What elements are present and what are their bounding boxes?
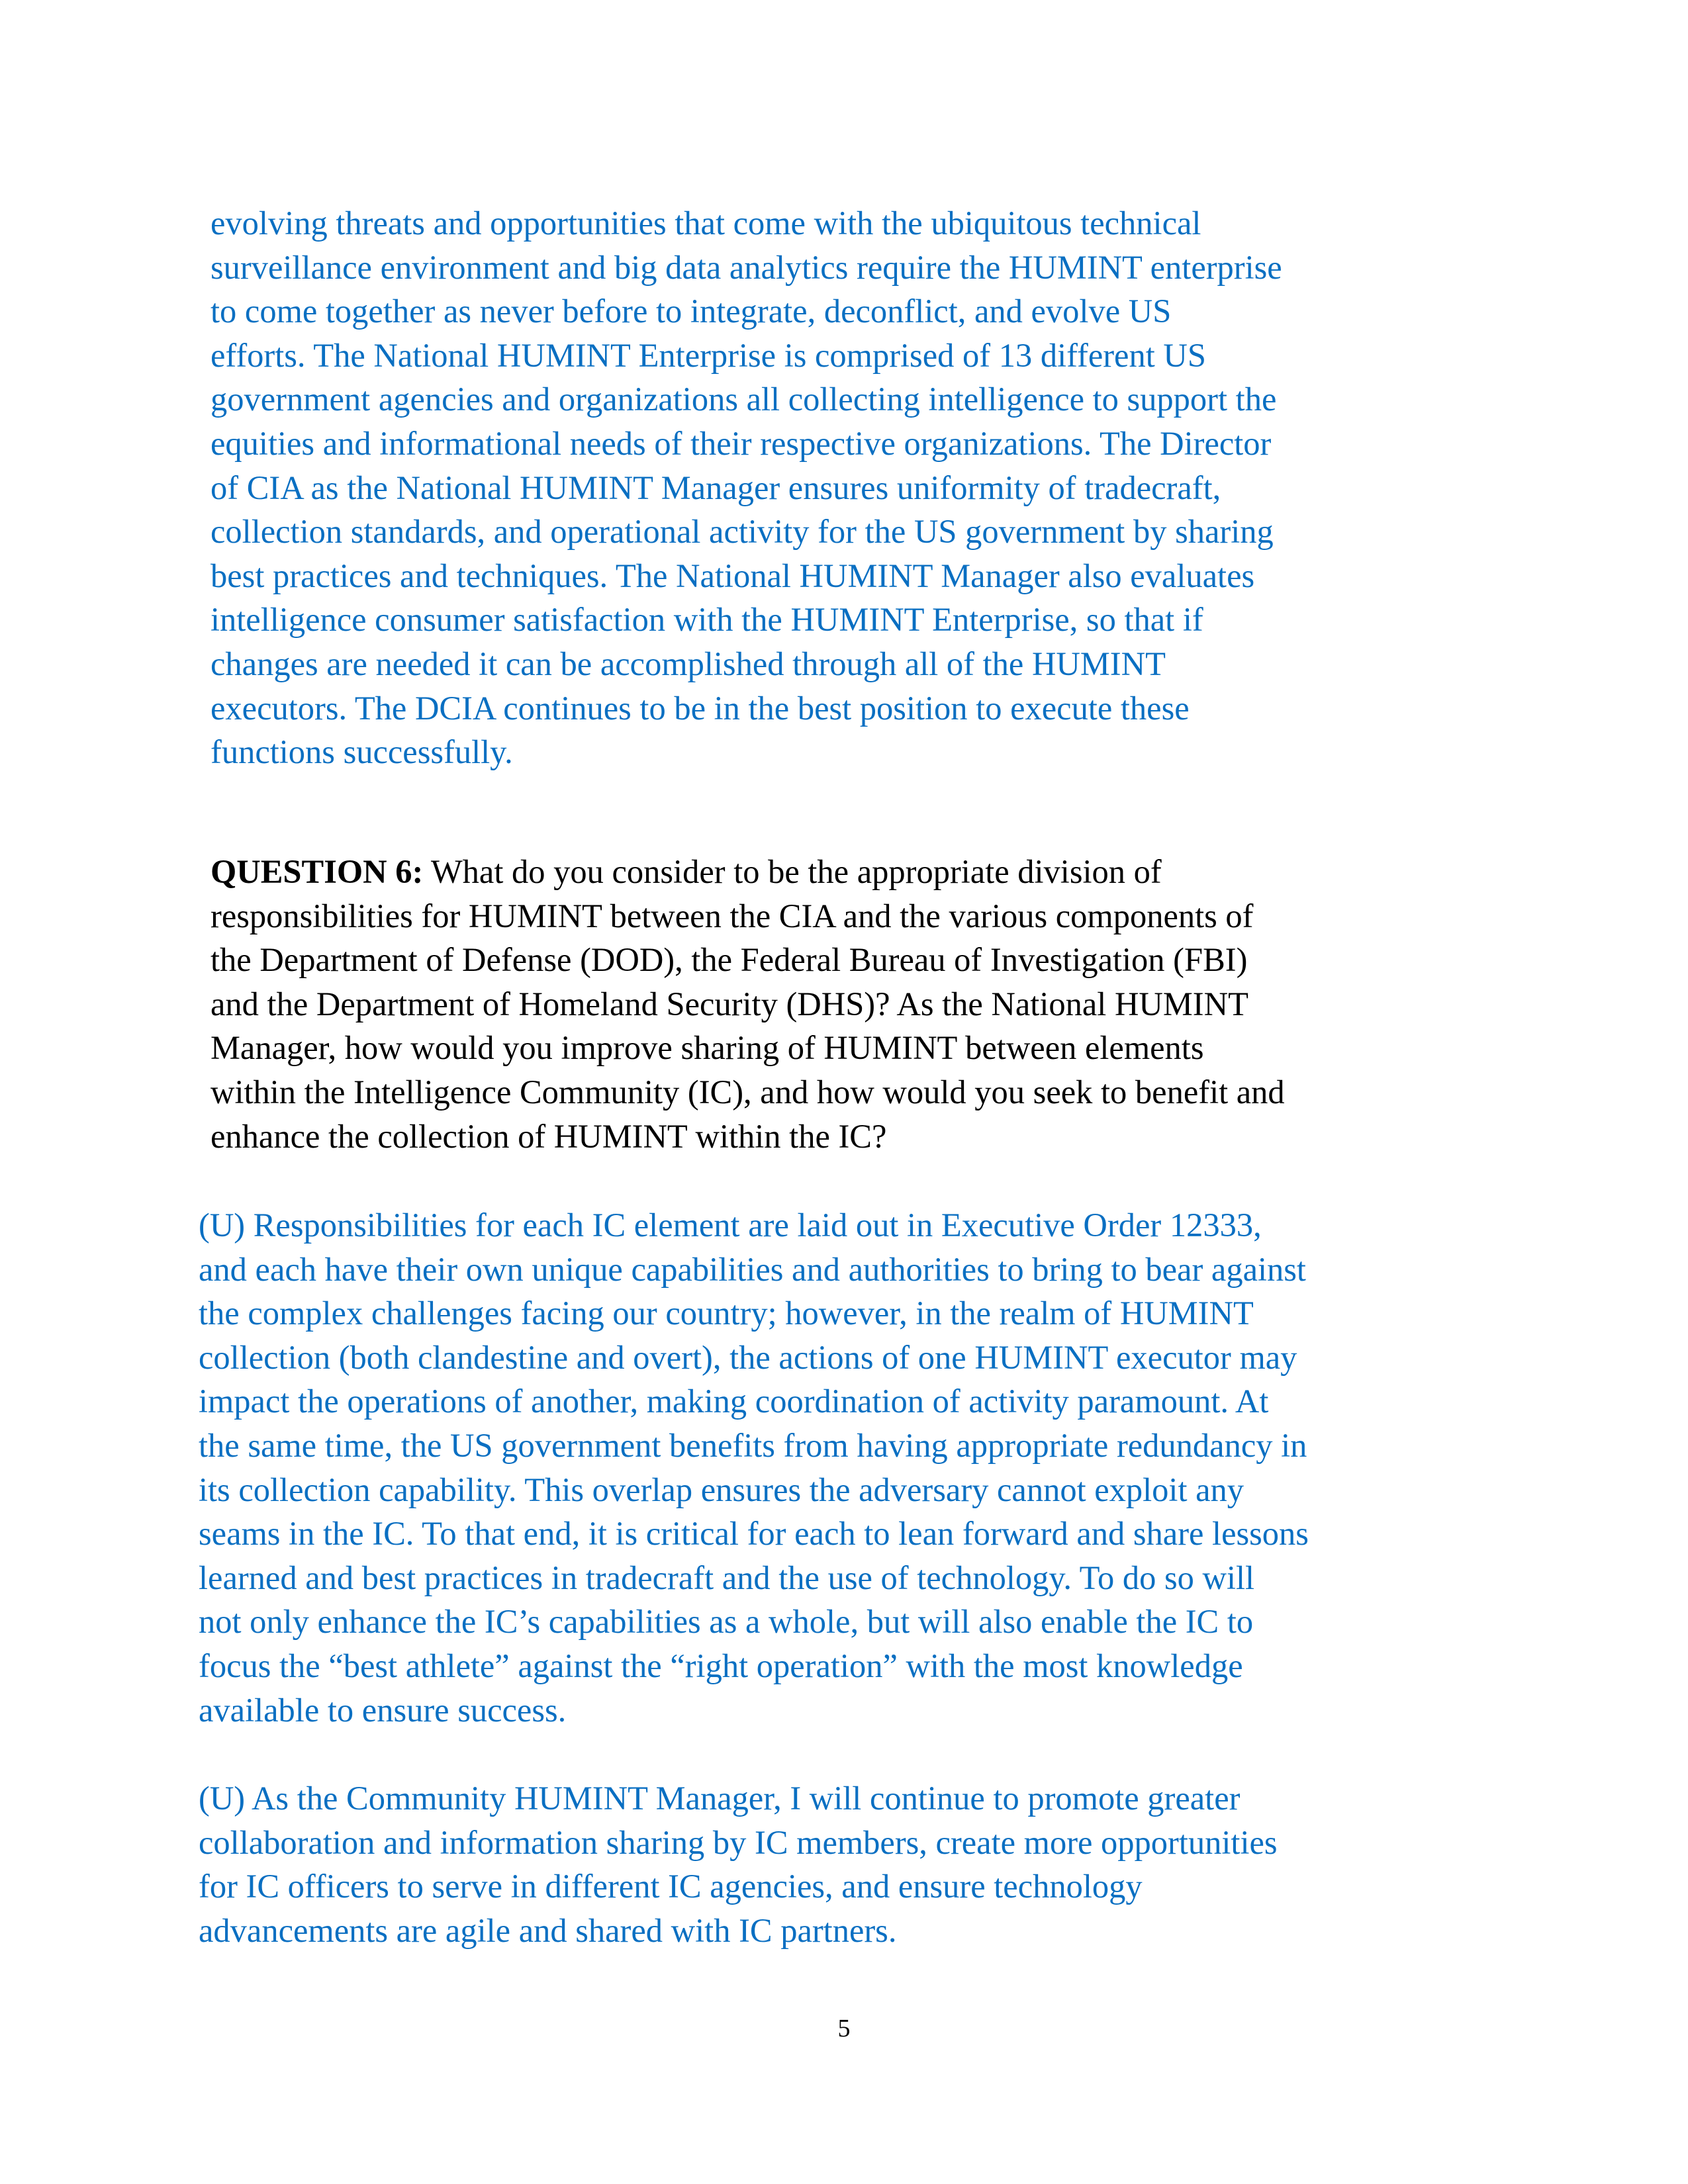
text-line: and each have their own unique capabilities and authorities to bring to bear against — [199, 1250, 1306, 1288]
text-line: and the Department of Homeland Security (DHS)? As the National HUMINT — [211, 985, 1248, 1023]
text-line: best practices and techniques. The National HUMINT Manager also evaluates — [211, 557, 1255, 594]
text-line: equities and informational needs of their respective organizations. The Director — [211, 424, 1272, 462]
answer-intro-paragraph — [211, 201, 1282, 774]
text-line: seams in the IC. To that end, it is critical for each to lean forward and share lessons — [199, 1515, 1309, 1553]
text-line: enhance the collection of HUMINT within the IC? — [211, 1117, 887, 1155]
text-line: collaboration and information sharing by IC members, create more opportunities — [199, 1823, 1278, 1861]
text-line: the complex challenges facing our country; however, in the realm of HUMINT — [199, 1295, 1254, 1332]
text-line: intelligence consumer satisfaction with the HUMINT Enterprise, so that if — [211, 601, 1203, 639]
text-line: to come together as never before to integrate, deconflict, and evolve US — [211, 293, 1172, 330]
question-first-line — [211, 850, 1285, 894]
text-line: collection standards, and operational activity for the US government by sharing — [211, 513, 1274, 551]
text-line: executors. The DCIA continues to be in the best position to execute these — [211, 689, 1190, 727]
text-line: efforts. The National HUMINT Enterprise is comprised of 13 different US — [211, 336, 1206, 374]
text-line: (U) Responsibilities for each IC element are laid out in Executive Order 12333, — [199, 1206, 1262, 1244]
text-line: not only enhance the IC’s capabilities as a whole, but will also enable the IC to — [199, 1603, 1254, 1641]
text-line: collection (both clandestine and overt), the actions of one HUMINT executor may — [199, 1338, 1297, 1376]
text-line: advancements are agile and shared with IC partners. — [199, 1911, 897, 1949]
text-line: functions successfully. — [211, 733, 513, 771]
text-line: focus the “best athlete” against the “right operation” with the most knowledge — [199, 1647, 1243, 1684]
question-6-block — [211, 850, 1285, 1158]
question-text: What do you consider to be the appropriate division of — [423, 853, 1162, 890]
text-line: responsibilities for HUMINT between the CIA and the various components of — [211, 897, 1254, 934]
answer-paragraph-community-manager — [199, 1776, 1278, 1952]
text-line: government agencies and organizations all collecting intelligence to support the — [211, 381, 1277, 418]
text-line: surveillance environment and big data analytics require the HUMINT enterprise — [211, 248, 1282, 286]
text-line: learned and best practices in tradecraft and the use of technology. To do so will — [199, 1559, 1255, 1596]
text-line: within the Intelligence Community (IC), and how would you seek to benefit and — [211, 1073, 1285, 1111]
page-number: 5 — [837, 2015, 851, 2042]
text-line: changes are needed it can be accomplished through all of the HUMINT — [211, 645, 1166, 682]
answer-paragraph-responsibilities — [199, 1203, 1309, 1732]
text-line: the same time, the US government benefits from having appropriate redundancy in — [199, 1426, 1307, 1464]
text-line: (U) As the Community HUMINT Manager, I will continue to promote greater — [199, 1780, 1241, 1817]
text-line: of CIA as the National HUMINT Manager ensures uniformity of tradecraft, — [211, 469, 1221, 506]
text-line: Manager, how would you improve sharing of HUMINT between elements — [211, 1029, 1204, 1067]
text-line: available to ensure success. — [199, 1691, 567, 1729]
question-label: QUESTION 6: — [211, 853, 424, 890]
text-line: impact the operations of another, making coordination of activity paramount. At — [199, 1383, 1269, 1420]
text-line: for IC officers to serve in different IC agencies, and ensure technology — [199, 1868, 1143, 1905]
text-line: evolving threats and opportunities that come with the ubiquitous technical — [211, 205, 1201, 242]
text-line: its collection capability. This overlap ensures the adversary cannot exploit any — [199, 1471, 1244, 1508]
text-line: the Department of Defense (DOD), the Federal Bureau of Investigation (FBI) — [211, 941, 1248, 979]
